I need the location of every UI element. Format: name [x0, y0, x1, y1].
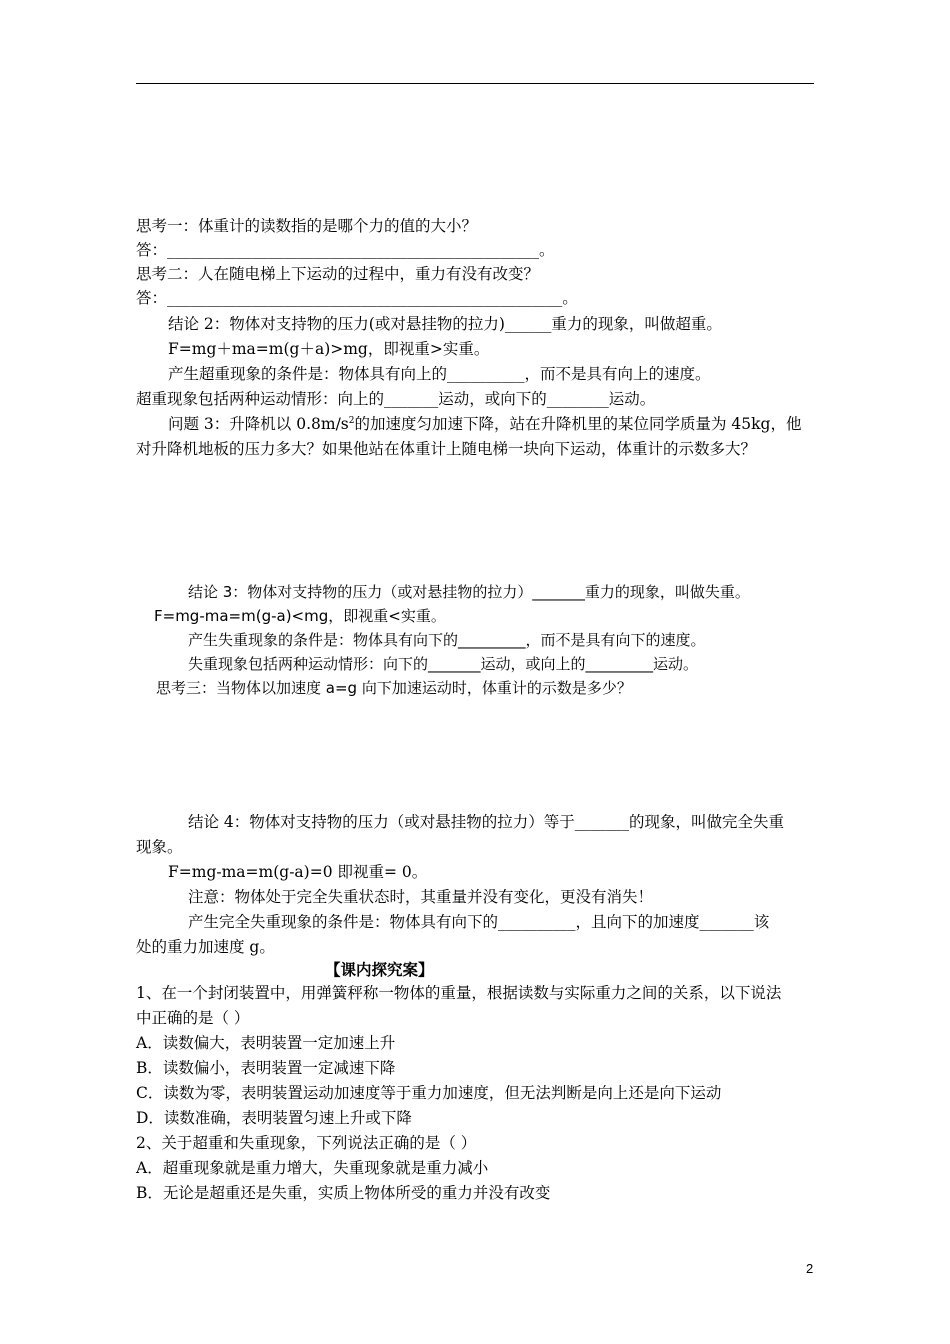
- exponent: 2: [348, 416, 355, 426]
- conclusion-4-line-2: 现象。: [136, 838, 183, 856]
- complete-weightless-condition-1: 产生完全失重现象的条件是：物体具有向下的__________，且向下的加速度_______该: [188, 913, 770, 931]
- question-1-option-d: D．读数准确，表明装置匀速上升或下降: [136, 1109, 412, 1127]
- overweight-cases: 超重现象包括两种运动情形：向上的_______运动，或向下的________运动。: [136, 390, 656, 408]
- conclusion-3: 结论 3：物体对支持物的压力（或对悬挂物的拉力）_______重力的现象，叫做失重。: [188, 583, 750, 601]
- question-1-option-a: A．读数偏大，表明装置一定加速上升: [136, 1034, 396, 1052]
- problem-3-line-2: 对升降机地板的压力多大？如果他站在体重计上随电梯一块向下运动，体重计的示数多大？: [136, 440, 757, 458]
- question-1-option-b: B．读数偏小，表明装置一定减速下降: [136, 1059, 396, 1077]
- think-2-question: 思考二：人在随电梯上下运动的过程中，重力有没有改变？: [136, 265, 540, 283]
- complete-weightless-formula: F=mg-ma=m(g-a)=0 即视重= 0。: [168, 863, 428, 881]
- question-1-option-c: C．读数为零，表明装置运动加速度等于重力加速度，但无法判断是向上还是向下运动: [136, 1084, 722, 1102]
- header-rule: [136, 83, 814, 84]
- weightless-formula: F=mg-ma=m(g-a)<mg，即视重<实重。: [154, 607, 446, 625]
- conclusion-4-line-1: 结论 4：物体对支持物的压力（或对悬挂物的拉力）等于_______的现象，叫做完全失重: [188, 813, 785, 831]
- think-1-question: 思考一：体重计的读数指的是哪个力的值的大小？: [136, 217, 478, 235]
- question-2-option-b: B．无论是超重还是失重，实质上物体所受的重力并没有改变: [136, 1184, 551, 1202]
- weightless-condition: 产生失重现象的条件是：物体具有向下的_________，而不是具有向下的速度。: [188, 631, 706, 649]
- section-heading: 【课内探究案】: [325, 960, 434, 979]
- complete-weightless-condition-2: 处的重力加速度 g。: [136, 938, 275, 956]
- question-2-stem: 2、关于超重和失重现象，下列说法正确的是（ ）: [136, 1134, 477, 1152]
- think-1-answer-blank: 答：________________________________________________。: [136, 241, 555, 259]
- overweight-condition: 产生超重现象的条件是：物体具有向上的__________，而不是具有向上的速度。: [168, 365, 711, 383]
- weightless-cases: 失重现象包括两种运动情形：向下的_______运动，或向上的_________运动。: [188, 655, 699, 673]
- problem-3-text-b: 的加速度匀加速下降，站在升降机里的某位同学质量为 45kg，他: [354, 415, 802, 433]
- overweight-formula: F=mg＋ma=m(g＋a)>mg，即视重>实重。: [168, 340, 490, 358]
- problem-3-line-1: [168, 414, 801, 434]
- conclusion-2: 结论 2：物体对支持物的压力(或对悬挂物的拉力)______重力的现象，叫做超重。: [168, 315, 722, 333]
- note: 注意：物体处于完全失重状态时，其重量并没有变化，更没有消失！: [188, 888, 654, 906]
- think-2-answer-blank: 答：___________________________________________________。: [136, 289, 578, 307]
- think-3-question: 思考三：当物体以加速度 a=g 向下加速运动时，体重计的示数是多少？: [156, 679, 632, 697]
- question-1-line-2: 中正确的是（ ）: [136, 1009, 250, 1027]
- problem-3-text-a: 问题 3：升降机以 0.8m/s: [168, 415, 349, 433]
- question-1-line-1: 1、在一个封闭装置中，用弹簧秤称一物体的重量，根据读数与实际重力之间的关系，以下说法: [136, 984, 782, 1002]
- question-2-option-a: A．超重现象就是重力增大，失重现象就是重力减小: [136, 1159, 489, 1177]
- page-number: 2: [806, 1261, 814, 1276]
